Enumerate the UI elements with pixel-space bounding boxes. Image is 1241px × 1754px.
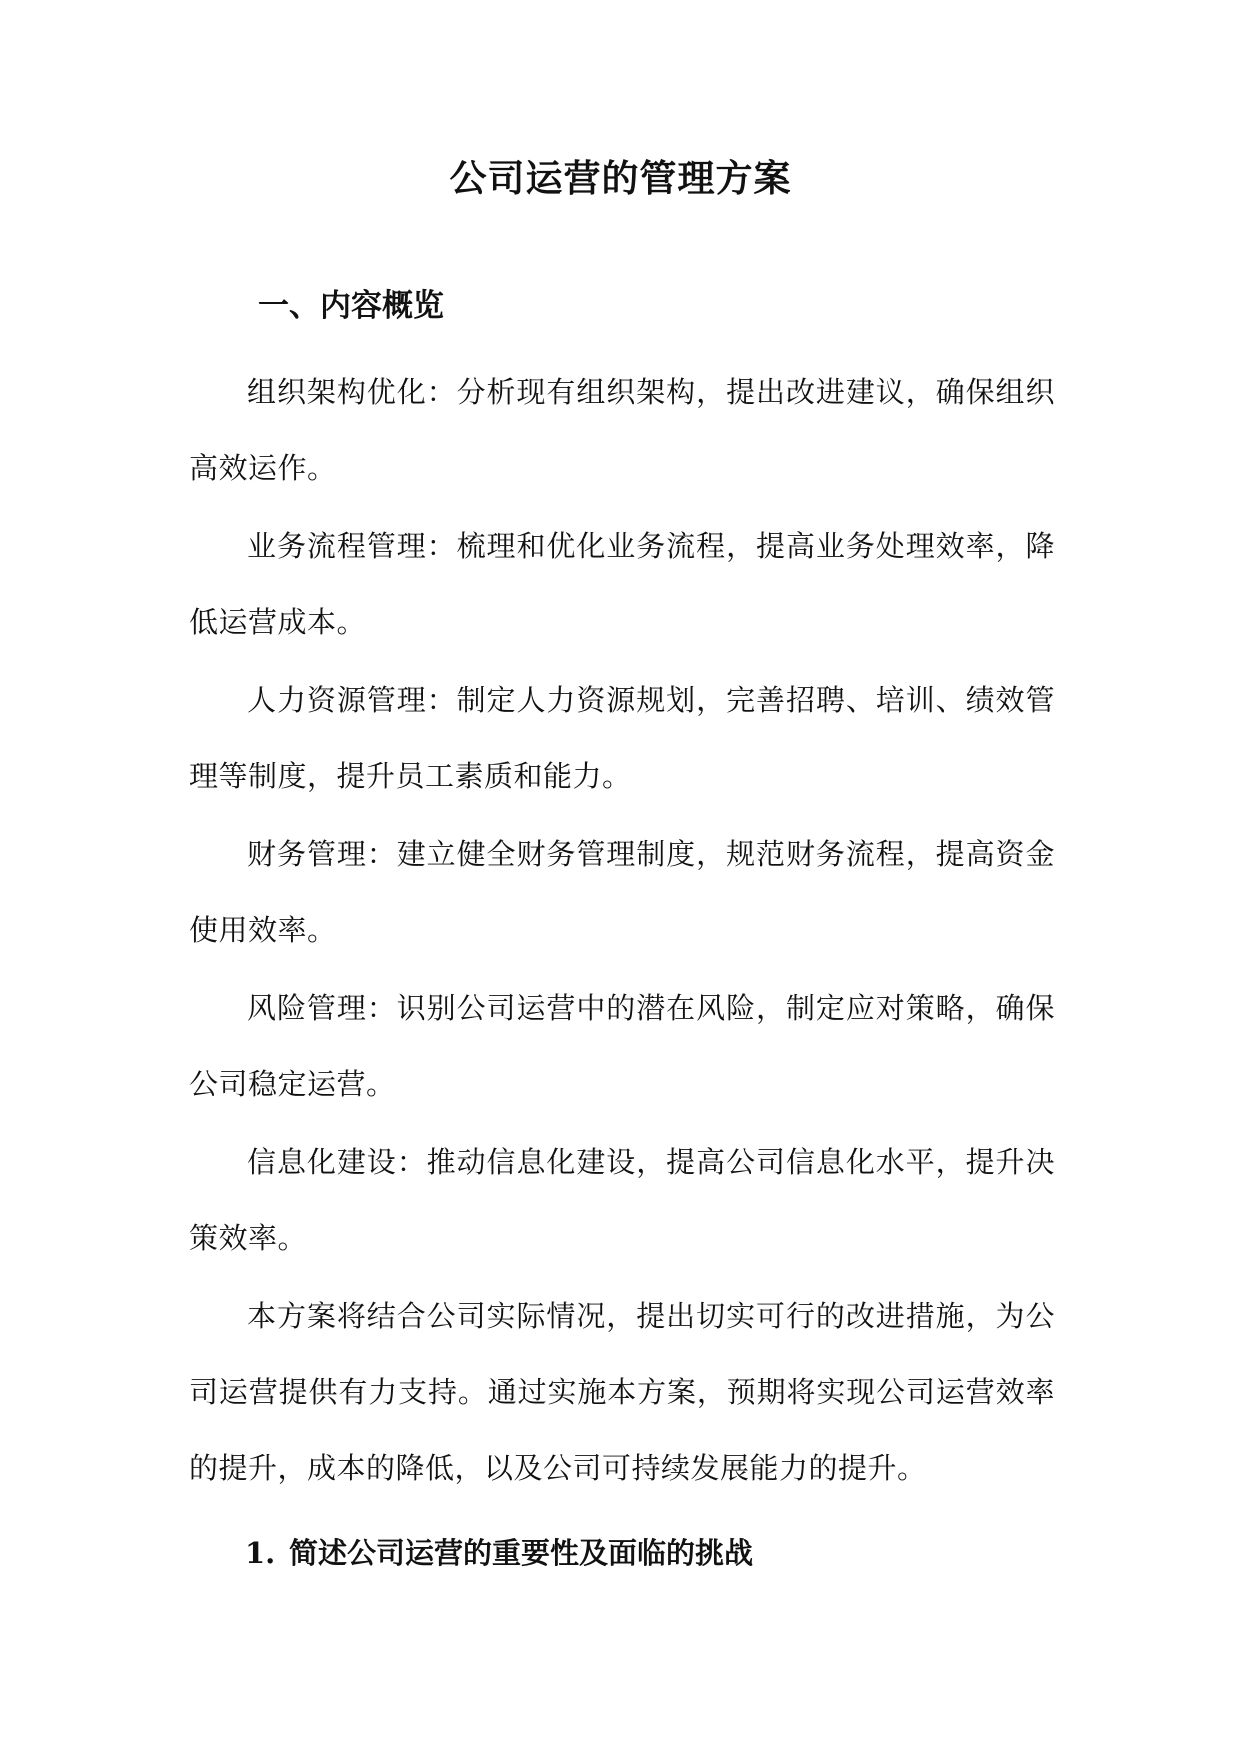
document-title: 公司运营的管理方案 [449,156,792,200]
sub-heading-number: 1. [245,1536,276,1570]
paragraph-summary: 本方案将结合公司实际情况，提出切实可行的改进措施，为公司运营提供有力支持。通过实施本方案，预期将实现公司运营效率的提升，成本的降低，以及公司可持续发展能力的提升。 [189,1299,1055,1485]
paragraph-finance: 财务管理：建立健全财务管理制度，规范财务流程，提高资金使用效率。 [189,837,1055,947]
body-text [189,354,1055,1506]
paragraph-human-resources: 人力资源管理：制定人力资源规划，完善招聘、培训、绩效管理等制度，提升员工素质和能力。 [189,683,1055,793]
paragraph-risk: 风险管理：识别公司运营中的潜在风险，制定应对策略，确保公司稳定运营。 [189,991,1055,1101]
sub-heading-importance [245,1529,753,1577]
paragraph-informatization: 信息化建设：推动信息化建设，提高公司信息化水平，提升决策效率。 [189,1145,1055,1255]
paragraph-business-process: 业务流程管理：梳理和优化业务流程，提高业务处理效率，降低运营成本。 [189,529,1055,639]
paragraph-org-structure: 组织架构优化：分析现有组织架构，提出改进建议，确保组织高效运作。 [189,375,1055,485]
sub-heading-text: 简述公司运营的重要性及面临的挑战 [289,1536,754,1570]
section-heading-overview: 一、内容概览 [258,288,444,324]
